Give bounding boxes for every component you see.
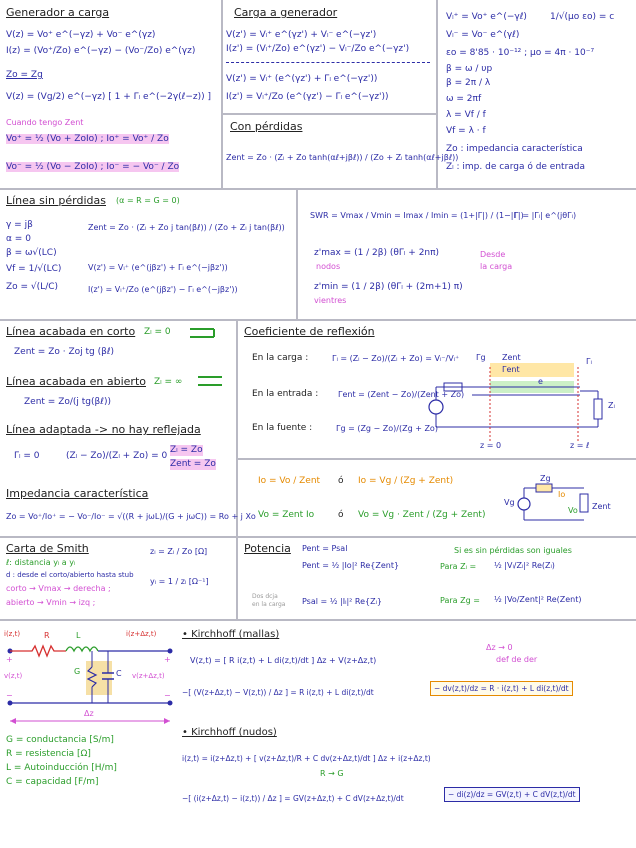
equation: V(z) = Vo⁺ e^(−γz) + Vo⁻ e^(γz) bbox=[6, 30, 156, 40]
diagram-label: Vg bbox=[504, 498, 515, 507]
equation: Pent = ½ |Io|² Re{Zent} bbox=[302, 561, 400, 570]
equation: Zₗ : imp. de carga ó de entrada bbox=[446, 162, 586, 172]
equation: Zent = Zo · (Zₗ + Zo j tan(βℓ)) / (Zo + Zₗ j tan(βℓ)) bbox=[88, 223, 285, 232]
equation: Zent = Zo · Zoj tg (βℓ) bbox=[14, 347, 115, 357]
result-box bbox=[430, 681, 573, 696]
section-sin-perdidas bbox=[4, 192, 294, 317]
section-con-perdidas bbox=[224, 116, 459, 186]
polarity-sign: − bbox=[164, 691, 171, 700]
circuit-label: L bbox=[76, 631, 81, 640]
section-title: Carta de Smith bbox=[6, 542, 89, 555]
section-title: Potencia bbox=[244, 542, 291, 555]
note: def de der bbox=[496, 655, 538, 664]
result-equation: − dv(z,t)/dz = R · i(z,t) + L di(z,t)/dt bbox=[434, 684, 569, 693]
equation: β = ω√(LC) bbox=[6, 248, 57, 258]
circuit-label: i(z,t) bbox=[4, 630, 21, 638]
equation: Vf = 1/√(LC) bbox=[6, 264, 62, 274]
equation: I(z') = Vₗ⁺/Zo (e^(γz') − Γₗ e^(−γz')) bbox=[226, 92, 389, 102]
equation: Γent = (Zent − Zo)/(Zent + Zo) bbox=[338, 390, 465, 399]
bullet-label: Para Zg = bbox=[440, 596, 480, 605]
equation: Zₗ = 0 bbox=[144, 327, 171, 337]
note: la carga bbox=[480, 262, 513, 271]
diagram-label: Γg bbox=[476, 353, 486, 362]
equation: Vₗ⁻ = Vo⁻ e^(γℓ) bbox=[446, 30, 520, 40]
legend-item: L = Autoinducción [H/m] bbox=[6, 763, 117, 773]
equation: SWR = Vmax / Vmin = Imax / Imin = (1+|Γ|) / (1−|Γ|) bbox=[310, 211, 524, 220]
legend-item: C = capacidad [F/m] bbox=[6, 777, 99, 787]
equation: Zo = Zg bbox=[6, 70, 43, 80]
equation: i(z,t) = i(z+Δz,t) + [ v(z+Δz,t)/R + C dv(z+Δz,t)/dt ] Δz + i(z+Δz,t) bbox=[182, 754, 431, 763]
polarity-sign: + bbox=[6, 655, 13, 664]
conjunction: ó bbox=[338, 476, 344, 486]
equation: V(z) = (Vg/2) e^(−γz) [ 1 + Γₗ e^(−2γ(ℓ−z)) ] bbox=[6, 92, 212, 102]
equation: zₗ = Zₗ / Zo [Ω] bbox=[150, 547, 208, 556]
section-title: Impedancia característica bbox=[6, 487, 149, 500]
equation-highlight: Vo⁺ = ½ (Vo + ZoIo) ; Io⁺ = Vo⁺ / Zo bbox=[6, 134, 169, 144]
section-coef-reflexion bbox=[240, 323, 634, 456]
bullet-label: Para Zₗ = bbox=[440, 562, 477, 571]
divider bbox=[296, 188, 298, 319]
result-box bbox=[444, 787, 580, 802]
note: en la carga bbox=[252, 601, 286, 608]
divider bbox=[236, 319, 238, 619]
section-title: Línea sin pérdidas bbox=[6, 194, 106, 207]
equation: Vo = Vg · Zent / (Zg + Zent) bbox=[358, 510, 486, 520]
inductor-l bbox=[66, 647, 98, 651]
divider bbox=[221, 0, 223, 188]
shorted-line-icon bbox=[190, 327, 218, 339]
equation: Zent = Zo/(j tg(βℓ)) bbox=[24, 397, 112, 407]
dashed-separator bbox=[226, 62, 430, 63]
resistor-r bbox=[10, 646, 66, 656]
note: corto → Vmax → derecha ; bbox=[6, 584, 111, 593]
result-equation: − di(z)/dz = GV(z,t) + C dV(z,t)/dt bbox=[448, 790, 576, 799]
section-title: Línea acabada en abierto bbox=[6, 375, 146, 388]
equation: γ = jβ bbox=[6, 220, 33, 230]
equation-highlight: Vo⁻ = ½ (Vo − ZoIo) ; Io⁻ = − Vo⁻ / Zo bbox=[6, 162, 180, 172]
section-terminaciones bbox=[4, 323, 256, 534]
section-title: Coeficiente de reflexión bbox=[244, 325, 375, 338]
diagram-label: Vo bbox=[568, 506, 578, 515]
section-title: Línea acabada en corto bbox=[6, 325, 136, 338]
section-title: Línea adaptada -> no hay reflejada bbox=[6, 423, 201, 436]
circuit-label: C bbox=[116, 669, 122, 678]
equation: Zo : impedancia característica bbox=[446, 144, 583, 154]
equation: V(z,t) = [ R i(z,t) + L di(z,t)/dt ] Δz + V(z+Δz,t) bbox=[190, 656, 377, 665]
diagram-label: Γent bbox=[502, 365, 520, 374]
diagram-label: Zg bbox=[540, 474, 551, 483]
section-carga-generador bbox=[224, 4, 434, 112]
equation: Zent = Zo bbox=[170, 459, 216, 469]
equation: Zₗ = ∞ bbox=[154, 377, 183, 387]
note: R → G bbox=[320, 769, 344, 778]
conjunction: ó bbox=[338, 510, 344, 520]
bullet-label: En la carga : bbox=[252, 353, 309, 363]
equation: ω = 2πf bbox=[446, 94, 482, 104]
equation: Vf = λ · f bbox=[446, 126, 486, 136]
circuit-label: v(z+Δz,t) bbox=[132, 672, 165, 680]
note: Desde bbox=[480, 250, 506, 259]
section-potencia bbox=[240, 540, 634, 617]
note: Si es sin pérdidas son iguales bbox=[454, 546, 572, 555]
equation: 1/√(μo εo) = c bbox=[550, 12, 615, 22]
equation: V(z') = Vₗ⁺ e^(γz') + Vₗ⁻ e^(−γz') bbox=[226, 30, 377, 40]
circuit-label: v(z,t) bbox=[4, 672, 23, 680]
section-title: • Kirchhoff (mallas) bbox=[182, 629, 280, 640]
divider bbox=[236, 458, 636, 460]
circuit-label: R bbox=[44, 631, 50, 640]
equation: −[ (i(z+Δz,t) − i(z,t)) / Δz ] = GV(z+Δz,t) + C dV(z+Δz,t)/dt bbox=[182, 794, 404, 803]
equation: Io = Vg / (Zg + Zent) bbox=[358, 476, 454, 486]
diagram-label: Γₗ bbox=[586, 357, 592, 366]
equation: Zent = Zo · (Zₗ + Zo tanh(αℓ+jβℓ)) / (Zo + Zₗ tanh(αℓ+jβℓ)) bbox=[226, 153, 459, 162]
equation: Zo = Vo⁺/Io⁺ = − Vo⁻/Io⁻ = √((R + jωL)/(G + jωC)) = Ro + j Xo bbox=[6, 512, 256, 521]
polarity-sign: − bbox=[6, 691, 13, 700]
equation: Io = Vo / Zent bbox=[258, 476, 321, 486]
equation: I(z') = Vₗ⁺/Zo (e^(jβz') − Γₗ e^(−jβz')) bbox=[88, 285, 238, 294]
note: d : desde el corto/abierto hasta stub bbox=[6, 571, 134, 579]
divider bbox=[222, 113, 436, 115]
equation: Γₗ = |Γₗ| e^(jθΓₗ) bbox=[514, 211, 577, 220]
equation bbox=[6, 162, 179, 173]
divider bbox=[0, 619, 636, 621]
divider bbox=[0, 319, 636, 321]
section-constantes bbox=[440, 4, 634, 186]
section-title: Carga a generador bbox=[234, 6, 338, 19]
open-line-icon bbox=[198, 375, 226, 387]
note: Δz → 0 bbox=[486, 643, 513, 652]
condition: (α = R = G = 0) bbox=[116, 196, 180, 205]
equation: (Zₗ − Zo)/(Zₗ + Zo) = 0 bbox=[66, 451, 168, 461]
equation: ½ |Vₗ/Zₗ|² Re(Zₗ) bbox=[494, 561, 555, 570]
section-title: Generador a carga bbox=[6, 6, 110, 19]
equation: Zo = √(L/C) bbox=[6, 282, 59, 292]
equation: β = ω / υp bbox=[446, 64, 493, 74]
equation: ½ |Vo/Zent|² Re(Zent) bbox=[494, 595, 582, 604]
label: vientres bbox=[314, 296, 347, 305]
legend-item: R = resistencia [Ω] bbox=[6, 749, 91, 759]
equation: Γₗ = (Zₗ − Zo)/(Zₗ + Zo) = Vₗ⁻/Vₗ⁺ bbox=[332, 354, 460, 363]
bullet-label: En la entrada : bbox=[252, 389, 319, 399]
equation: Zₗ = Zo bbox=[170, 445, 203, 455]
note: Dos dcja bbox=[252, 593, 278, 600]
equation: Γg = (Zg − Zo)/(Zg + Zo) bbox=[336, 424, 438, 433]
equation: z'max = (1 / 2β) (θΓₗ + 2nπ) bbox=[314, 248, 440, 258]
equation: I(z) = (Vo⁺/Zo) e^(−γz) − (Vo⁻/Zo) e^(γz) bbox=[6, 46, 196, 56]
section-title: Con pérdidas bbox=[230, 120, 303, 133]
equation: Vₗ⁺ = Vo⁺ e^(−γℓ) bbox=[446, 12, 527, 22]
source-icon bbox=[429, 400, 443, 414]
section-carta-smith bbox=[4, 540, 234, 617]
note: abierto → Vmin → izq ; bbox=[6, 598, 96, 607]
circuit-label: i(z+Δz,t) bbox=[126, 630, 157, 638]
section-swr bbox=[300, 192, 634, 317]
divider bbox=[0, 536, 636, 538]
circuit-label: G bbox=[74, 667, 81, 676]
section-io-vo bbox=[240, 462, 634, 534]
equation: Psal = ½ |Iₗ|² Re{Zₗ} bbox=[302, 597, 382, 606]
equation: V(z') = Vₗ⁺ (e^(γz') + Γₗ e^(−γz')) bbox=[226, 74, 378, 84]
bullet-label: En la fuente : bbox=[252, 423, 313, 433]
diagram-label: Zₗ bbox=[608, 401, 615, 410]
section-title: • Kirchhoff (nudos) bbox=[182, 727, 277, 738]
diagram-label: Zent bbox=[502, 353, 521, 362]
section-kirchhoff bbox=[180, 623, 634, 845]
note: ℓ: distancia yₗ a yₗ bbox=[6, 558, 76, 567]
zl-resistor bbox=[594, 399, 602, 419]
equation: z'min = (1 / 2β) (θΓₗ + (2m+1) π) bbox=[314, 282, 463, 292]
divider bbox=[0, 188, 636, 190]
equation: −[ (V(z+Δz,t) − V(z,t)) / Δz ] = R i(z,t) + L di(z,t)/dt bbox=[182, 688, 374, 697]
equation bbox=[6, 134, 169, 145]
equation: Γₗ = 0 bbox=[14, 451, 40, 461]
section-circuito bbox=[4, 623, 180, 845]
diagram-label: z = 0 bbox=[480, 441, 502, 450]
diagram-label: z = ℓ bbox=[570, 441, 590, 450]
note: Cuando tengo Zent bbox=[6, 118, 84, 127]
equation: Vo = Zent Io bbox=[258, 510, 315, 520]
equation: εo = 8'85 · 10⁻¹² ; μo = 4π · 10⁻⁷ bbox=[446, 48, 595, 58]
equation: β = 2π / λ bbox=[446, 78, 491, 88]
equation: V(z') = Vₗ⁺ (e^(jβz') + Γₗ e^(−jβz')) bbox=[88, 263, 228, 272]
equation: λ = Vf / f bbox=[446, 110, 486, 120]
equation: I(z') = (Vₗ⁺/Zo) e^(γz') − Vₗ⁻/Zo e^(−γz') bbox=[226, 44, 410, 54]
diagram-label: Io bbox=[558, 490, 566, 499]
equation: yₗ = 1 / zₗ [Ω⁻¹] bbox=[150, 577, 209, 586]
legend-item: G = conductancia [S/m] bbox=[6, 735, 114, 745]
diagram-label: Zent bbox=[592, 502, 611, 511]
circuit-label: Δz bbox=[84, 709, 94, 718]
equation: Pent = Psal bbox=[302, 544, 348, 553]
equation: α = 0 bbox=[6, 234, 31, 244]
polarity-sign: + bbox=[164, 655, 171, 664]
section-generador-carga bbox=[4, 4, 219, 186]
label: nodos bbox=[316, 262, 341, 271]
diagram-label: e bbox=[538, 377, 543, 386]
